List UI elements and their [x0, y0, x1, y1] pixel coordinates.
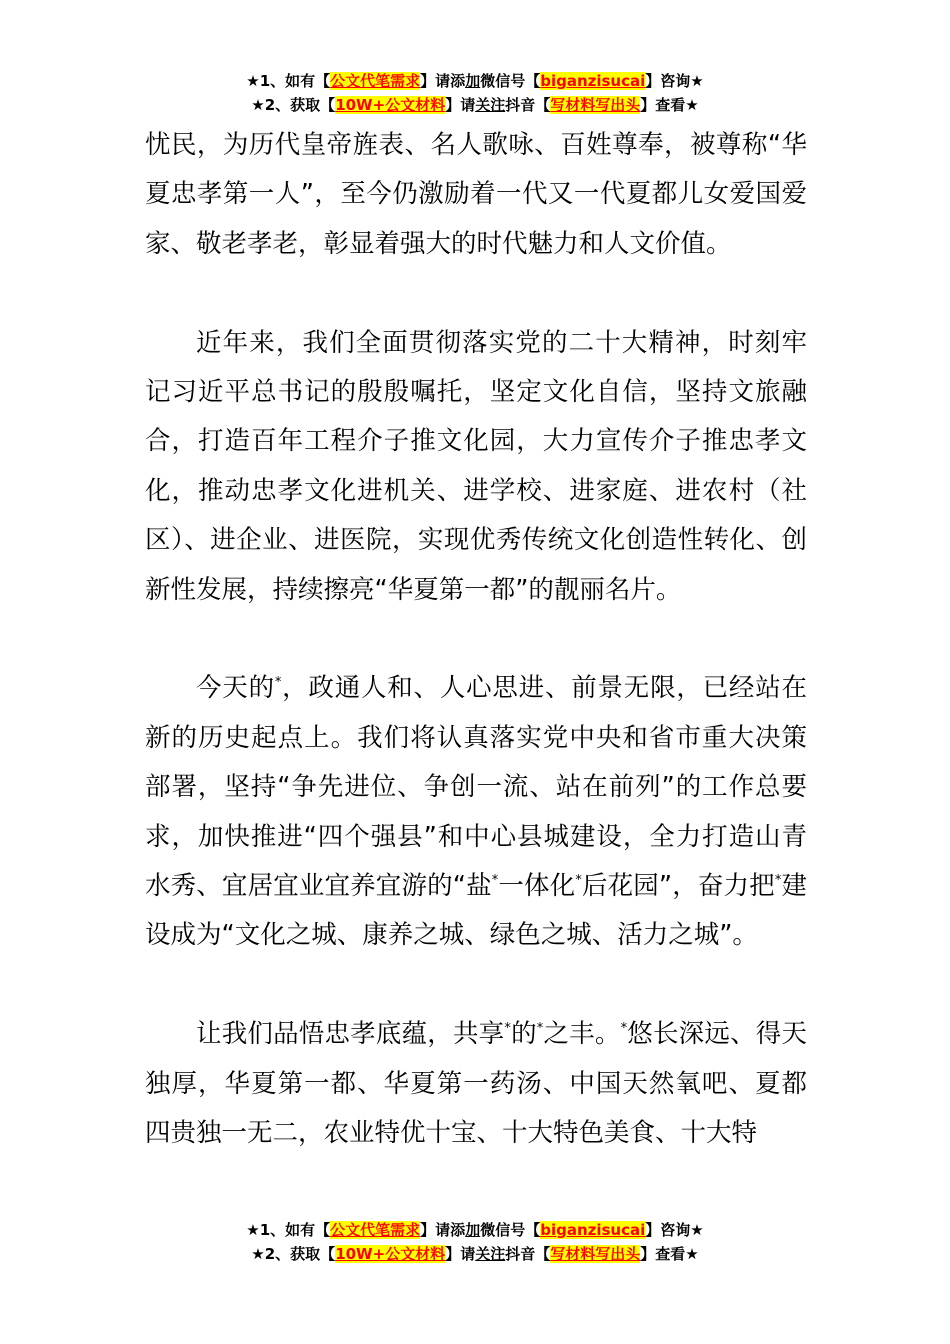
service-highlight: 公文代笔需求: [330, 72, 421, 90]
paragraph-spacer: [145, 269, 807, 318]
douyin-id-highlight: 写材料写出头: [550, 1245, 641, 1263]
paragraph-1: 忧民，为历代皇帝旌表、名人歌咏、百姓尊奉，被尊称“华夏忠孝第一人”，至今仍激励着一代又一代夏都儿女爱国爱家、敬老孝老，彰显着强大的时代魅力和人文价值。: [145, 130, 807, 259]
header-ad-line-1: ★1、如有【公文代笔需求】请添加微信号【biganzisucai】咨询★: [246, 72, 704, 90]
paragraph-2: 近年来，我们全面贯彻落实党的二十大精神，时刻牢记习近平总书记的殷殷嘱托，坚定文化自信，坚持文旅融合，打造百年工程介子推文化园，大力宣传介子推忠孝文化，推动忠孝文化进机关、进学校、进家庭、进农村（社区）、进企业、进医院，实现优秀传统文化创造性转化、创新性发展，持续擦亮“华夏第一都”的靓丽名片。: [145, 327, 807, 605]
redaction-mark: *: [536, 1021, 544, 1037]
paragraph-3: 今天的*，政通人和、人心思进、前景无限，已经站在新的历史起点上。我们将认真落实党中央和省市重大决策部署，坚持“争先进位、争创一流、站在前列”的工作总要求，加快推进“四个强县”和中心县城建设，全力打造山青水秀、宜居宜业宜养宜游的“盐*一体化*后花园”，奋力把*建设成为“文化之城、康养之城、绿色之城、活力之城”。: [145, 673, 807, 951]
materials-highlight: 10W+公文材料: [335, 1245, 446, 1263]
paragraph-4: 让我们品悟忠孝底蕴，共享*的*之丰。*悠长深远、得天独厚，华夏第一都、华夏第一药汤、中国天然氧吧、夏都四贵独一无二，农业特优十宝、十大特色美食、十大特: [145, 1019, 807, 1149]
footer-ad-line-1: ★1、如有【公文代笔需求】请添加微信号【biganzisucai】咨询★: [246, 1221, 704, 1239]
service-highlight: 公文代笔需求: [330, 1221, 421, 1239]
footer-ad-banner: [0, 1218, 950, 1266]
materials-highlight: 10W+公文材料: [335, 96, 446, 114]
wechat-id-highlight: biganzisucai: [540, 1221, 646, 1239]
redaction-mark: *: [274, 675, 282, 691]
paragraph-spacer: [145, 961, 807, 1010]
redaction-mark: *: [504, 1021, 511, 1037]
paragraph-spacer: [145, 615, 807, 664]
document-body: [145, 121, 807, 1158]
wechat-id-highlight: biganzisucai: [540, 72, 646, 90]
redaction-mark: *: [774, 873, 782, 889]
redaction-mark: *: [491, 873, 499, 889]
douyin-id-highlight: 写材料写出头: [550, 96, 641, 114]
redaction-mark: *: [620, 1021, 628, 1037]
redaction-mark: *: [575, 873, 582, 889]
header-ad-line-2: ★2、获取【10W+公文材料】请关注抖音【写材料写出头】查看★: [251, 96, 699, 114]
header-ad-banner: [0, 69, 950, 117]
footer-ad-line-2: ★2、获取【10W+公文材料】请关注抖音【写材料写出头】查看★: [251, 1245, 699, 1263]
